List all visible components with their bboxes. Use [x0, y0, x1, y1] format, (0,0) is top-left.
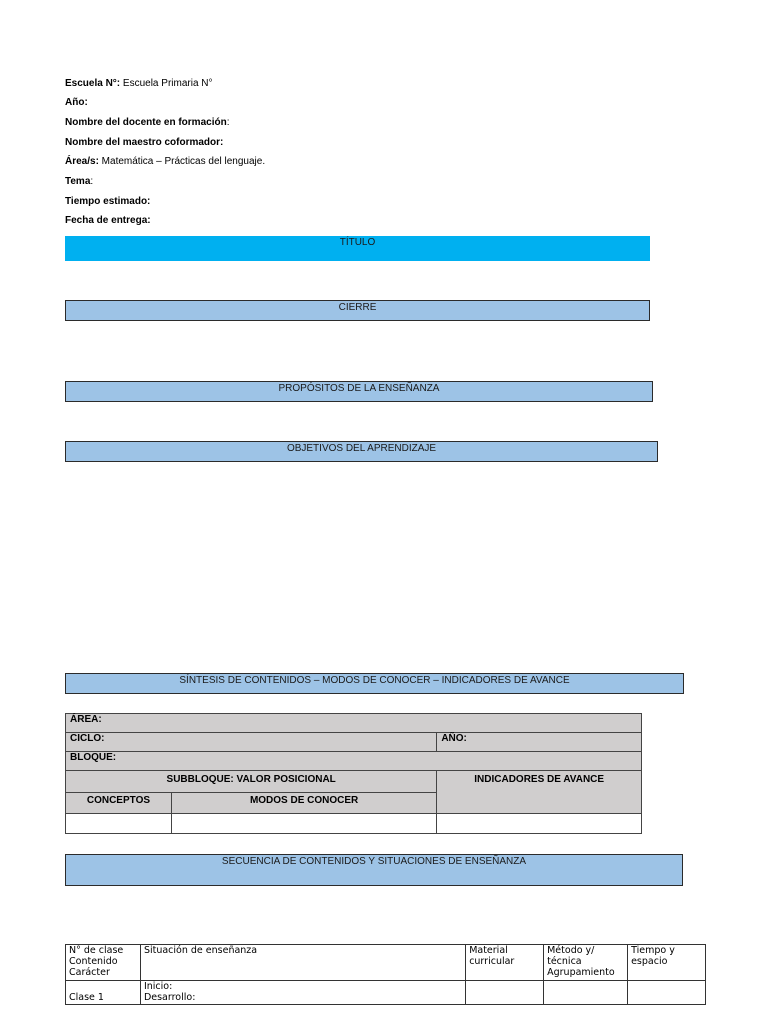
synthesis-bloque: BLOQUE: — [66, 752, 642, 771]
field-label: Año: — [65, 97, 88, 108]
seq-header-line: curricular — [469, 956, 515, 967]
synthesis-area: ÁREA: — [66, 714, 642, 733]
seq-header-line: Contenido — [69, 956, 118, 967]
synthesis-anio: AÑO: — [437, 733, 642, 752]
seq-header-line: espacio — [631, 956, 668, 967]
synthesis-cell — [66, 814, 172, 834]
seq-header-line: Método y/ — [547, 945, 595, 956]
field-tiempo — [65, 196, 150, 208]
field-tema — [65, 176, 93, 188]
field-escuela — [65, 78, 213, 90]
field-areas — [65, 156, 265, 168]
seq-header-line: Carácter — [69, 967, 110, 978]
seq-row-line: Inicio: — [143, 981, 173, 992]
synthesis-ciclo: CICLO: — [66, 733, 437, 752]
field-label: Nombre del docente en formación — [65, 117, 227, 128]
seq-row-cell — [544, 981, 628, 1005]
section-sintesis: SÍNTESIS DE CONTENIDOS – MODOS DE CONOCER – INDICADORES DE AVANCE — [65, 673, 684, 694]
synthesis-indicadores: INDICADORES DE AVANCE — [437, 771, 642, 814]
section-objetivos: OBJETIVOS DEL APRENDIZAJE — [65, 441, 658, 462]
synthesis-cell — [171, 814, 436, 834]
field-anio — [65, 97, 88, 109]
field-label: Tiempo estimado: — [65, 196, 151, 207]
synthesis-conceptos: CONCEPTOS — [66, 793, 172, 814]
field-fecha — [65, 215, 151, 227]
seq-header-line: N° de clase — [69, 945, 124, 956]
field-label: Fecha de entrega: — [65, 215, 151, 226]
seq-row-cell — [466, 981, 544, 1005]
seq-header-line: técnica — [547, 956, 582, 967]
seq-header-situacion: Situación de enseñanza — [140, 945, 465, 981]
field-label: Escuela N°: — [65, 78, 121, 89]
field-coformador — [65, 137, 223, 149]
field-value: : — [226, 117, 230, 128]
seq-row-line: Desarrollo: — [143, 992, 196, 1003]
seq-header-material — [466, 945, 544, 981]
field-value: : — [90, 176, 94, 187]
seq-header-line: Material — [469, 945, 508, 956]
field-docente — [65, 117, 229, 129]
seq-row-situacion — [140, 981, 465, 1005]
section-propositos: PROPÓSITOS DE LA ENSEÑANZA — [65, 381, 653, 402]
seq-header-clase — [66, 945, 141, 981]
synthesis-modos: MODOS DE CONOCER — [171, 793, 436, 814]
seq-header-tiempo — [628, 945, 706, 981]
field-value: Matemática – Prácticas del lenguaje. — [98, 156, 266, 167]
section-secuencia: SECUENCIA DE CONTENIDOS Y SITUACIONES DE ENSEÑANZA — [65, 854, 683, 886]
seq-row-cell — [628, 981, 706, 1005]
seq-row-clase: Clase 1 — [66, 981, 141, 1005]
synthesis-subbloque: SUBBLOQUE: VALOR POSICIONAL — [66, 771, 437, 793]
seq-header-metodo — [544, 945, 628, 981]
field-label: Nombre del maestro coformador: — [65, 137, 224, 148]
synthesis-table — [65, 713, 642, 834]
field-label: Tema — [65, 176, 91, 187]
field-label: Área/s: — [65, 156, 99, 167]
section-titulo: TÍTULO — [65, 236, 650, 261]
synthesis-cell — [437, 814, 642, 834]
section-cierre: CIERRE — [65, 300, 650, 321]
seq-header-line: Tiempo y — [631, 945, 675, 956]
field-value: Escuela Primaria N° — [120, 78, 213, 89]
seq-header-line: Agrupamiento — [547, 967, 615, 978]
sequence-table — [65, 944, 706, 1005]
